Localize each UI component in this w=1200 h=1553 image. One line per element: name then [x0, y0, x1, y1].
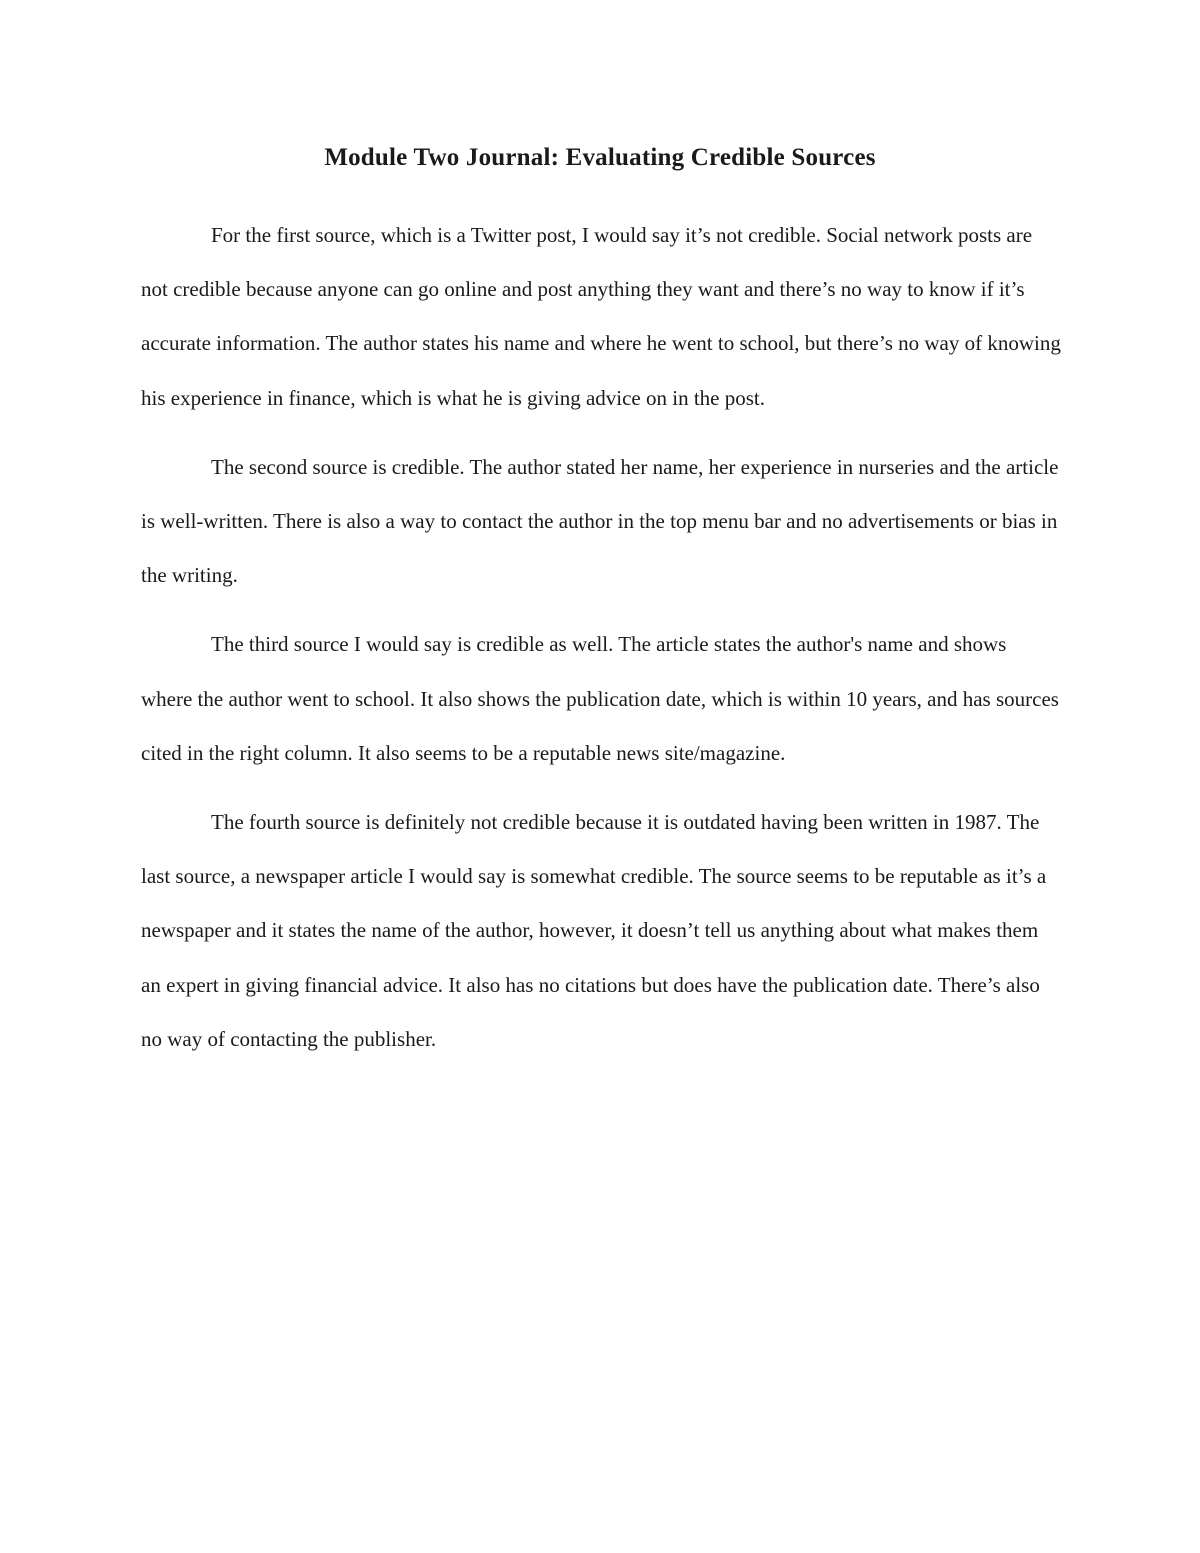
- paragraph-second-source: The second source is credible. The author stated her name, her experience in nurseries and the article is well-written. There is also a way to contact the author in the top menu bar and no advertisements or bias in the writing.: [141, 454, 1059, 588]
- document-body: [141, 208, 1061, 1081]
- paragraph-third-source: The third source I would say is credible as well. The article states the author's name and shows where the author went to school. It also shows the publication date, which is within 10 years, and has sources cited in the right column. It also seems to be a reputable news site/magazine.: [141, 632, 1059, 765]
- paragraph-first-source: For the first source, which is a Twitter post, I would say it’s not credible. Social network posts are not credible because anyone can go online and post anything they want and there’s no way to know if it’s accurate information. The author states his name and where he went to school, but there’s no way of knowing his experience in finance, which is what he is giving advice on in the post.: [141, 223, 1061, 410]
- paragraph-fourth-source: The fourth source is definitely not credible because it is outdated having been written in 1987. The last source, a newspaper article I would say is somewhat credible. The source seems to be reputable as it’s a newspaper and it states the name of the author, however, it doesn’t tell us anything about what makes them an expert in giving financial advice. It also has no citations but does have the publication date. There’s also no way of contacting the publisher.: [141, 810, 1047, 1051]
- document-title: Module Two Journal: Evaluating Credible Sources: [324, 144, 876, 171]
